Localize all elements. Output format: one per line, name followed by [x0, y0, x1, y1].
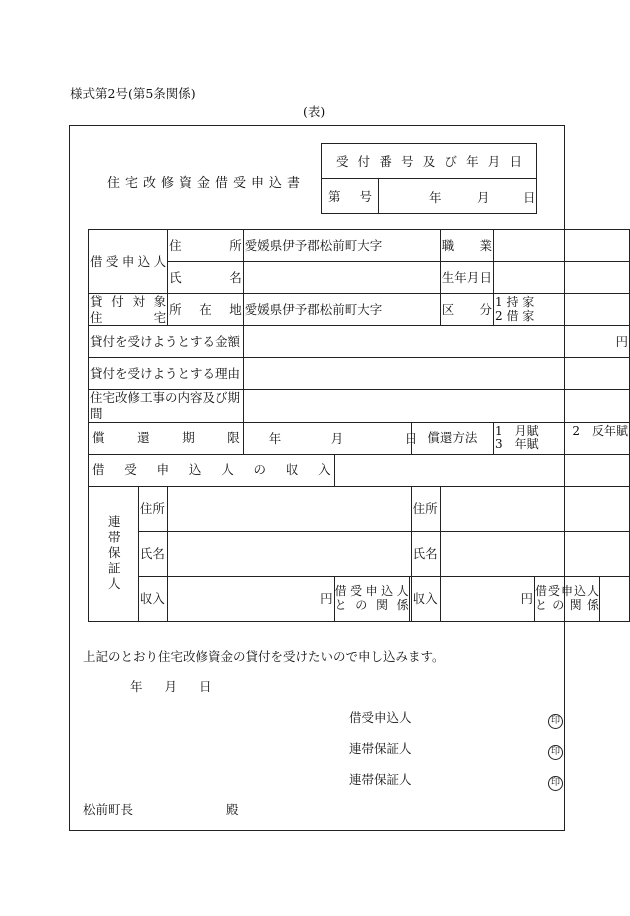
guarantor2-relation-field[interactable] [534, 576, 629, 621]
method-option-monthly: 1 月賦 [495, 423, 539, 438]
amount-field[interactable] [243, 326, 629, 358]
class-option-own: 1 持 家 [495, 295, 535, 310]
guarantor-group-label: 連帯保証人 [89, 486, 139, 621]
guarantor1-name-field[interactable] [168, 531, 411, 576]
side-label: (表) [303, 104, 326, 119]
guarantor1-name-label: 氏名 [139, 545, 165, 561]
work-label: 住宅改修工事の内容及び期間 [89, 390, 244, 422]
birth-field[interactable] [494, 262, 630, 294]
guarantor1-income-label: 収入 [139, 590, 165, 606]
applicant-name-label-cell [168, 262, 244, 294]
repayment-nen: 年 [268, 430, 282, 446]
receipt-hi: 日 [523, 190, 536, 205]
receipt-dai: 第 [328, 189, 341, 204]
seal-guarantor-2[interactable] [548, 770, 563, 791]
document-title: 住宅改修資金借受申込書 [107, 176, 306, 191]
guarantor2-address-label: 住所 [412, 500, 438, 516]
guarantor2-income-field[interactable] [440, 576, 534, 621]
receipt-go: 号 [359, 189, 372, 204]
guarantor2-income-label-cell [411, 576, 440, 621]
receipt-box [321, 143, 537, 214]
occupation-label-cell [440, 230, 493, 262]
guarantor1-address-label-cell [138, 486, 167, 531]
application-table [88, 229, 630, 622]
seal-icon: 印 [548, 745, 563, 760]
reason-label: 貸付を受けようとする理由 [89, 358, 244, 390]
guarantor2-address-field[interactable] [440, 486, 629, 531]
form-number-label: 様式第2号(第5条関係) [70, 86, 196, 101]
guarantor1-relation-label2: との関係 [334, 597, 409, 612]
birth-label-cell [440, 262, 493, 294]
honorific-tono: 殿 [226, 802, 239, 817]
signer-applicant: 借受申込人 [349, 710, 412, 725]
guarantor2-address-label-cell [411, 486, 440, 531]
applicant-group-label: 借受申込人 [89, 230, 168, 294]
class-options[interactable] [494, 294, 630, 326]
method-label-cell [411, 422, 493, 454]
method-option-semiannual: 2 反年賦 [572, 423, 628, 438]
work-field[interactable] [243, 390, 629, 422]
repayment-period-label: 償還期限 [92, 430, 240, 446]
class-option-rent: 2 借 家 [495, 308, 535, 323]
receipt-tsuki: 月 [477, 190, 490, 205]
repayment-hi: 日 [404, 430, 418, 446]
birth-label: 生年月日 [441, 269, 493, 285]
guarantor1-income-label-cell [138, 576, 167, 621]
guarantor1-relation-field[interactable] [334, 576, 411, 621]
signer-guarantor-2: 連帯保証人 [349, 772, 412, 787]
method-option-annual: 3 年賦 [495, 437, 539, 451]
method-options[interactable] [494, 422, 630, 454]
seal-applicant[interactable] [548, 708, 563, 729]
property-label: 貸付対象 住宅 [90, 294, 167, 325]
guarantor1-relation-label1: 借受申込人 [334, 584, 409, 599]
guarantor2-name-label-cell [411, 531, 440, 576]
repayment-period-field[interactable] [243, 422, 418, 454]
guarantor2-income-label: 収入 [412, 590, 438, 606]
guarantor1-income-unit: 円 [320, 590, 333, 606]
guarantor1-name-label-cell [138, 531, 167, 576]
receipt-header-cell [322, 144, 537, 179]
applicant-address-label-cell [168, 230, 244, 262]
location-value: 愛媛県伊予郡松前町大字 [244, 301, 383, 317]
receipt-number-cell[interactable] [322, 179, 379, 214]
receipt-header: 受付番号及び年月日 [336, 154, 522, 169]
application-date[interactable]: 年 月 日 [130, 679, 212, 694]
applicant-name-label: 氏名 [169, 269, 242, 285]
guarantor2-relation-label1: 借受申込人 [534, 584, 599, 599]
seal-icon: 印 [548, 714, 563, 729]
amount-unit: 円 [615, 333, 628, 349]
method-label: 償還方法 [427, 430, 478, 446]
guarantor2-relation-label2: との関係 [534, 597, 599, 612]
class-label-cell [440, 294, 493, 326]
seal-guarantor-1[interactable] [548, 739, 563, 760]
applicant-address-field[interactable] [243, 230, 440, 262]
application-statement: 上記のとおり住宅改修資金の貸付を受けたいので申し込みます。 [83, 649, 445, 664]
repayment-period-label-cell [89, 422, 244, 454]
guarantor2-income-unit: 円 [520, 590, 533, 606]
income-label: 借受申込人の収入 [92, 462, 331, 478]
applicant-address-value: 愛媛県伊予郡松前町大字 [244, 237, 383, 253]
seal-icon: 印 [548, 776, 563, 791]
guarantor2-name-field[interactable] [440, 531, 629, 576]
income-field[interactable] [334, 454, 629, 486]
location-label-cell [168, 294, 244, 326]
applicant-address-label: 住所 [169, 237, 242, 253]
mayor-addressee: 松前町長 [83, 802, 134, 817]
class-label: 区分 [441, 301, 493, 317]
signer-guarantor-1: 連帯保証人 [349, 741, 412, 756]
occupation-field[interactable] [494, 230, 630, 262]
location-label: 所在地 [169, 301, 242, 317]
receipt-date-cell[interactable] [379, 179, 537, 214]
occupation-label: 職業 [441, 237, 493, 253]
guarantor1-address-label: 住所 [139, 500, 165, 516]
guarantor1-income-field[interactable] [168, 576, 334, 621]
income-label-cell [89, 454, 335, 486]
applicant-name-field[interactable] [243, 262, 440, 294]
location-field[interactable] [243, 294, 440, 326]
receipt-nen: 年 [429, 190, 442, 205]
reason-field[interactable] [243, 358, 629, 390]
amount-label: 貸付を受けようとする金額 [89, 326, 244, 358]
repayment-tsuki: 月 [330, 430, 344, 446]
guarantor1-address-field[interactable] [168, 486, 411, 531]
guarantor2-name-label: 氏名 [412, 545, 438, 561]
